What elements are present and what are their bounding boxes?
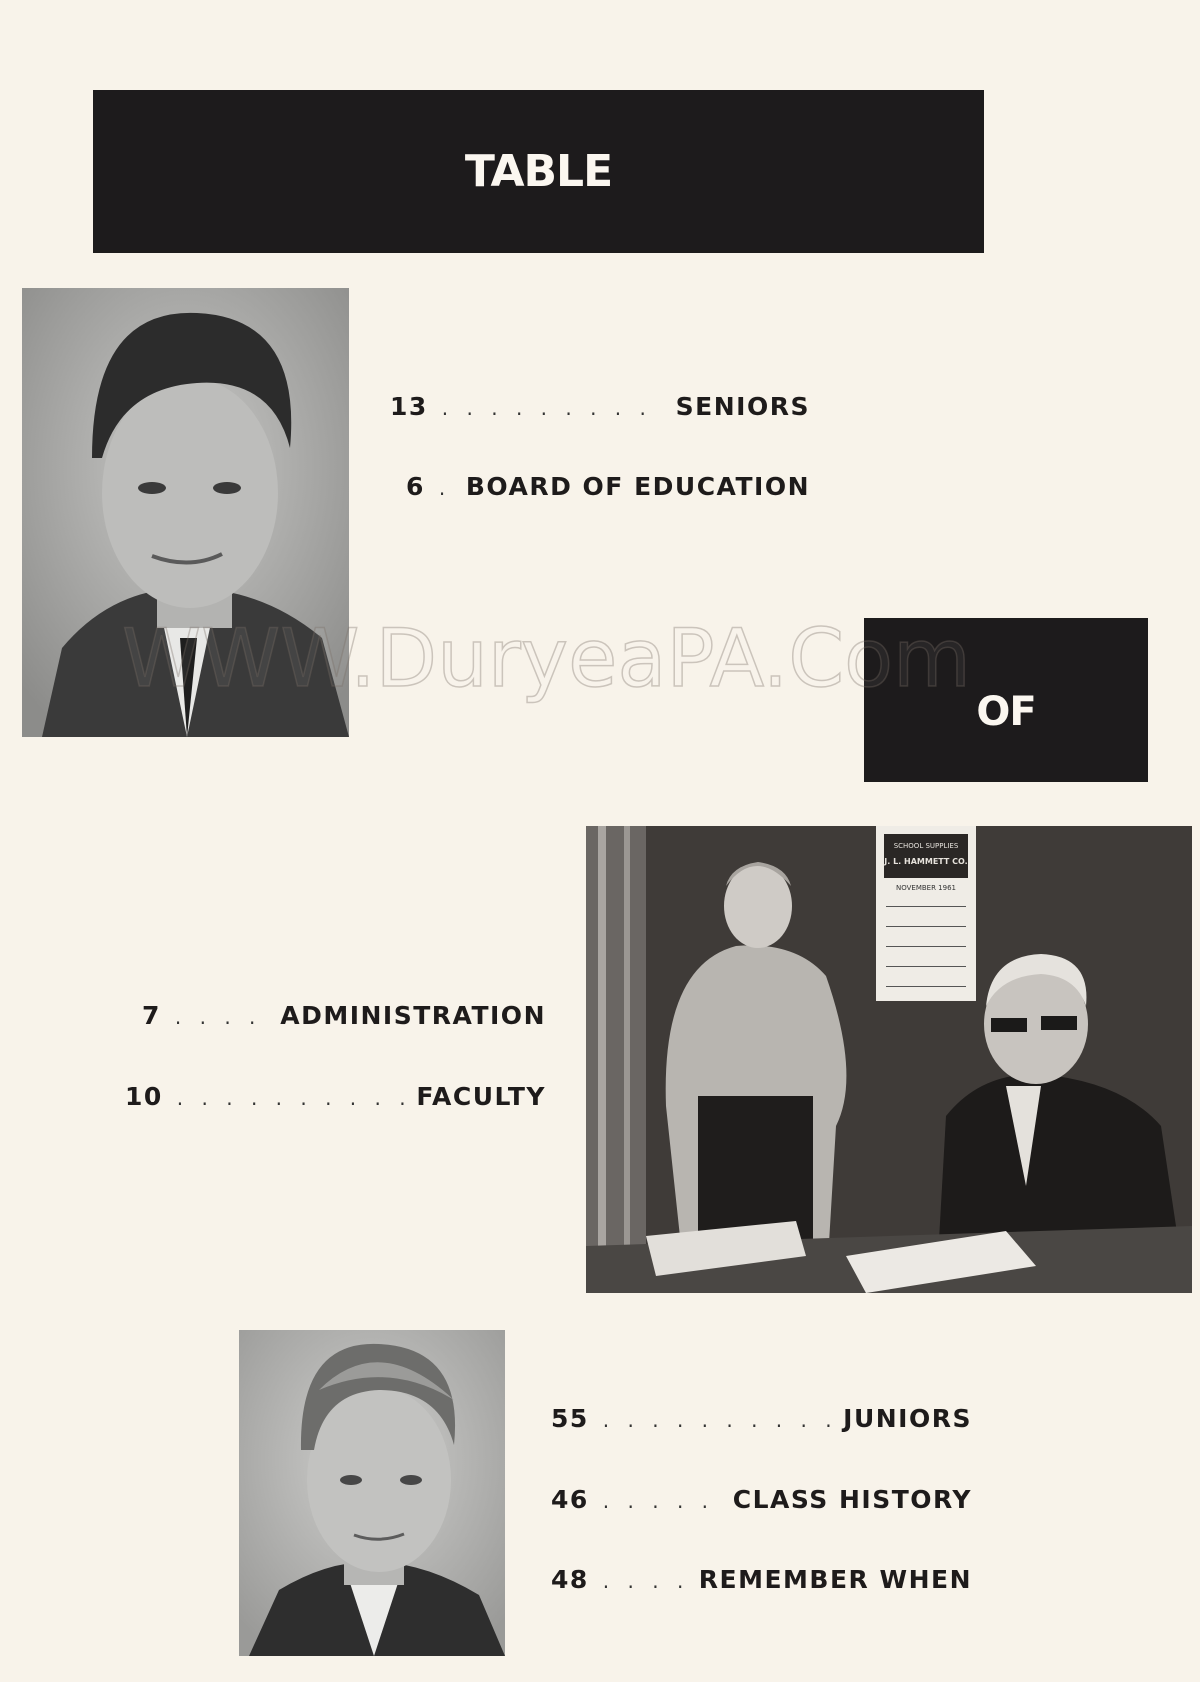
administration-office-photo [586,826,1192,1293]
dot-leader [603,1408,831,1432]
toc-entry-faculty[interactable] [125,1082,546,1111]
dot-leader [175,1005,268,1029]
dot-leader [177,1086,405,1110]
toc-title: SENIORS [675,392,810,421]
heading-of: OF [864,618,1148,782]
toc-title: JUNIORS [843,1404,972,1433]
toc-entry-administration[interactable] [142,1001,546,1030]
dot-leader [603,1569,687,1593]
calendar-month-text: NOVEMBER 1961 [895,884,957,892]
heading-table: TABLE [93,90,984,253]
toc-page-number: 7 [142,1001,161,1030]
toc-entry-board-of-education[interactable] [406,472,810,501]
toc-title: BOARD OF EDUCATION [465,472,810,501]
toc-title: FACULTY [416,1082,546,1111]
dot-leader [603,1489,721,1513]
toc-entry-remember-when[interactable] [551,1565,972,1594]
toc-title: CLASS HISTORY [732,1485,972,1514]
junior-portrait-photo [239,1330,505,1656]
toc-page-number: 48 [551,1565,589,1594]
toc-title: REMEMBER WHEN [698,1565,972,1594]
toc-entry-seniors[interactable] [390,392,810,421]
calendar-company-text: J. L. HAMMETT CO. [884,857,968,866]
dot-leader [439,476,454,500]
watermark: WWW.DuryeaPA.Com [122,612,971,705]
toc-page-number: 55 [551,1404,589,1433]
toc-page-number: 46 [551,1485,589,1514]
dot-leader [442,396,664,420]
toc-entry-class-history[interactable] [551,1485,972,1514]
toc-page-number: 10 [125,1082,163,1111]
toc-title: ADMINISTRATION [280,1001,546,1030]
toc-entry-juniors[interactable] [551,1404,972,1433]
calendar-header-text: SCHOOL SUPPLIES [893,842,959,850]
toc-page-number: 13 [390,392,428,421]
toc-page-number: 6 [406,472,425,501]
